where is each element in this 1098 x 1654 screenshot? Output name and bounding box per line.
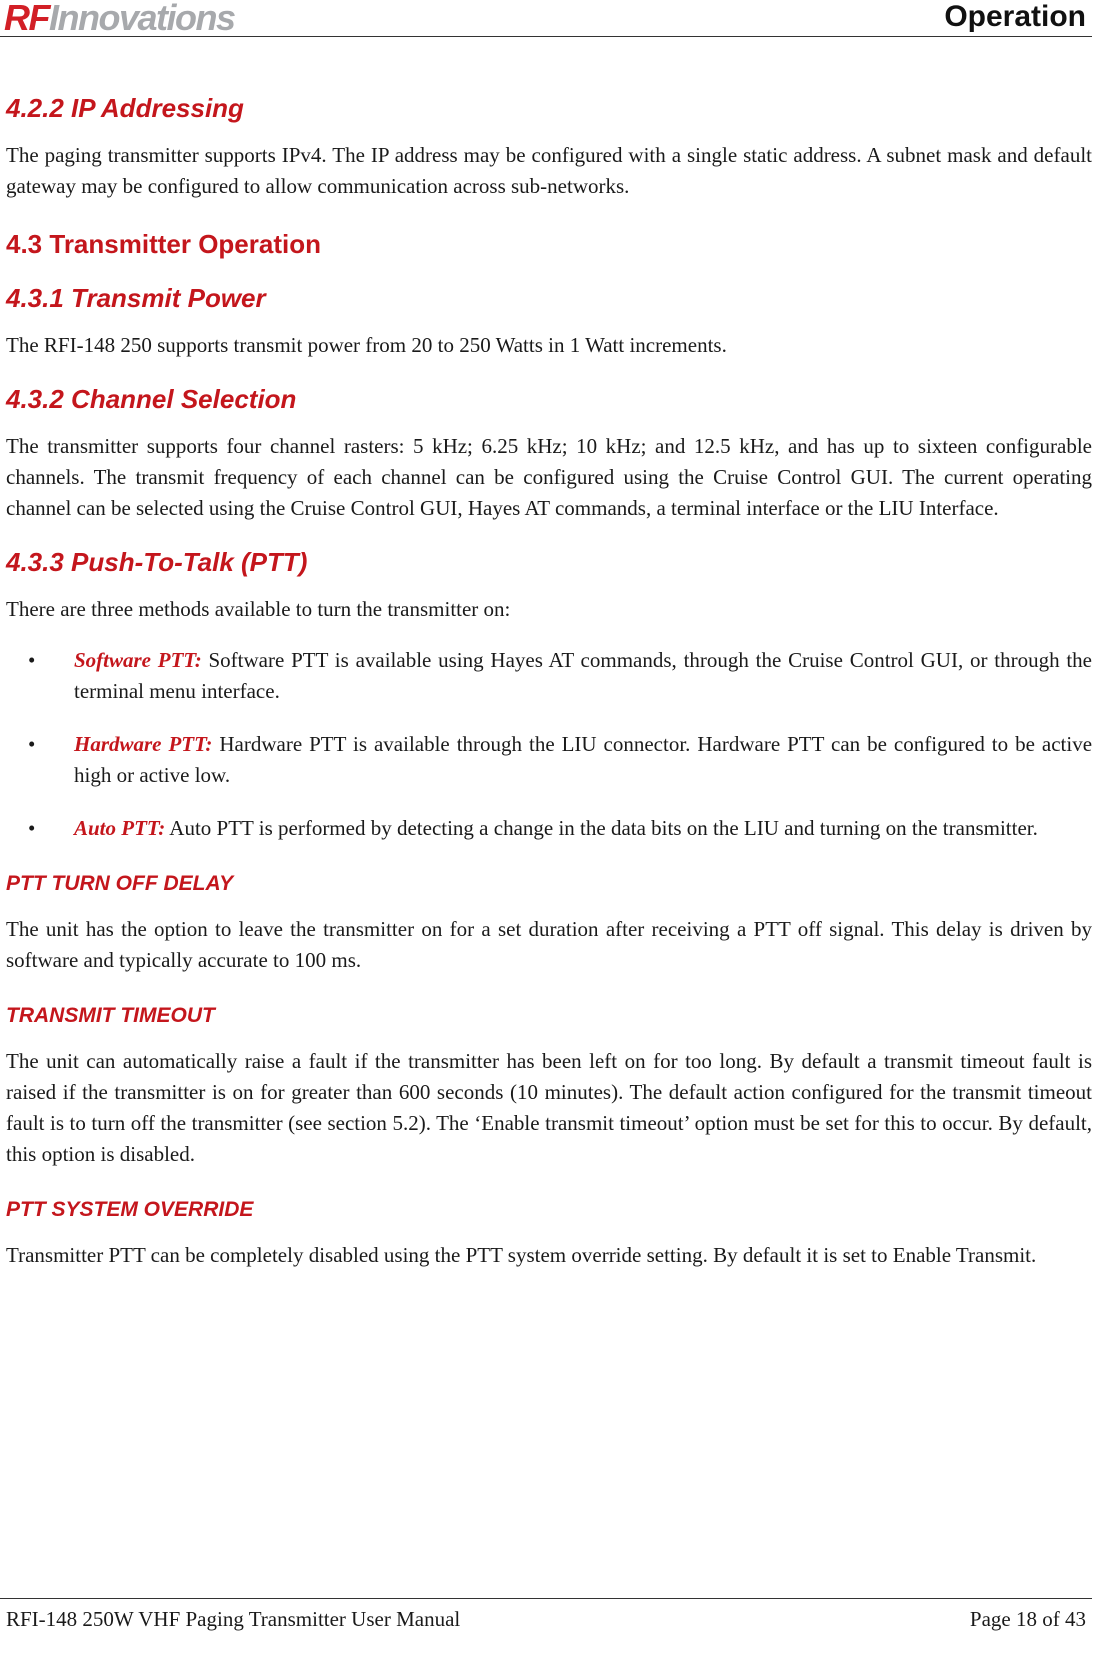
bullet-icon: • bbox=[28, 732, 36, 756]
heading-4-3-3: 4.3.3 Push-To-Talk (PTT) bbox=[6, 547, 308, 577]
heading-ptt-turn-off-delay: PTT TURN OFF DELAY bbox=[6, 872, 234, 895]
paragraph-ip-addressing: The paging transmitter supports IPv4. The IP address may be configured with a single static address. A subnet mask and default gateway may be configured to allow communication across sub-networks. bbox=[6, 143, 1092, 198]
footer-manual-title: RFI-148 250W VHF Paging Transmitter User Manual bbox=[6, 1607, 461, 1631]
heading-4-3-2: 4.3.2 Channel Selection bbox=[6, 384, 297, 414]
list-item-software-ptt: • Software PTT: Software PTT is available using Hayes AT commands, through the Cruise Control GUI, or through the terminal menu interface. bbox=[6, 645, 1092, 707]
bullet-icon: • bbox=[28, 816, 36, 840]
paragraph-ptt-intro: There are three methods available to turn the transmitter on: bbox=[6, 597, 511, 621]
heading-ptt-system-override: PTT SYSTEM OVERRIDE bbox=[6, 1198, 254, 1221]
list-item-auto-ptt: • Auto PTT: Auto PTT is performed by detecting a change in the data bits on the LIU and turning on the transmitter. bbox=[6, 813, 1092, 844]
header-section-title: Operation bbox=[944, 0, 1086, 33]
ptt-methods-list bbox=[6, 645, 1092, 844]
page-header bbox=[0, 0, 1092, 37]
page-content bbox=[6, 92, 1092, 1271]
paragraph-ptt-turn-off-delay: The unit has the option to leave the transmitter on for a set duration after receiving a PTT off signal. This delay is driven by software and typically accurate to 100 ms. bbox=[6, 917, 1092, 972]
rf-innovations-logo: RFInnovations bbox=[4, 0, 235, 38]
heading-transmit-timeout: TRANSMIT TIMEOUT bbox=[6, 1004, 215, 1027]
footer-page-number: Page 18 of 43 bbox=[969, 1607, 1086, 1631]
paragraph-channel-selection: The transmitter supports four channel rasters: 5 kHz; 6.25 kHz; 10 kHz; and 12.5 kHz, and has up to sixteen configurable channels. The transmit frequency of each channel can be configured using the Cruise Control GUI. The current operating channel can be selected using the Cruise Control GUI, Hayes AT commands, a terminal interface or the LIU Interface. bbox=[6, 434, 1092, 520]
list-item-hardware-ptt: • Hardware PTT: Hardware PTT is available through the LIU connector. Hardware PTT can be configured to be active high or active low. bbox=[6, 729, 1092, 791]
paragraph-transmit-power: The RFI-148 250 supports transmit power from 20 to 250 Watts in 1 Watt increments. bbox=[6, 333, 727, 357]
paragraph-transmit-timeout: The unit can automatically raise a fault if the transmitter has been left on for too long. By default a transmit timeout fault is raised if the transmitter is on for greater than 600 seconds (10 minutes). The default action configured for the transmit timeout fault is to turn off the transmitter (see section 5.2). The ‘Enable transmit timeout’ option must be set for this to occur. By default, this option is disabled. bbox=[6, 1049, 1092, 1166]
page-footer bbox=[0, 1598, 1092, 1631]
heading-4-3: 4.3 Transmitter Operation bbox=[6, 229, 321, 259]
heading-4-3-1: 4.3.1 Transmit Power bbox=[6, 283, 266, 313]
heading-4-2-2: 4.2.2 IP Addressing bbox=[6, 93, 244, 123]
paragraph-ptt-system-override: Transmitter PTT can be completely disabled using the PTT system override setting. By default it is set to Enable Transmit. bbox=[6, 1243, 1037, 1267]
bullet-icon: • bbox=[28, 648, 36, 672]
